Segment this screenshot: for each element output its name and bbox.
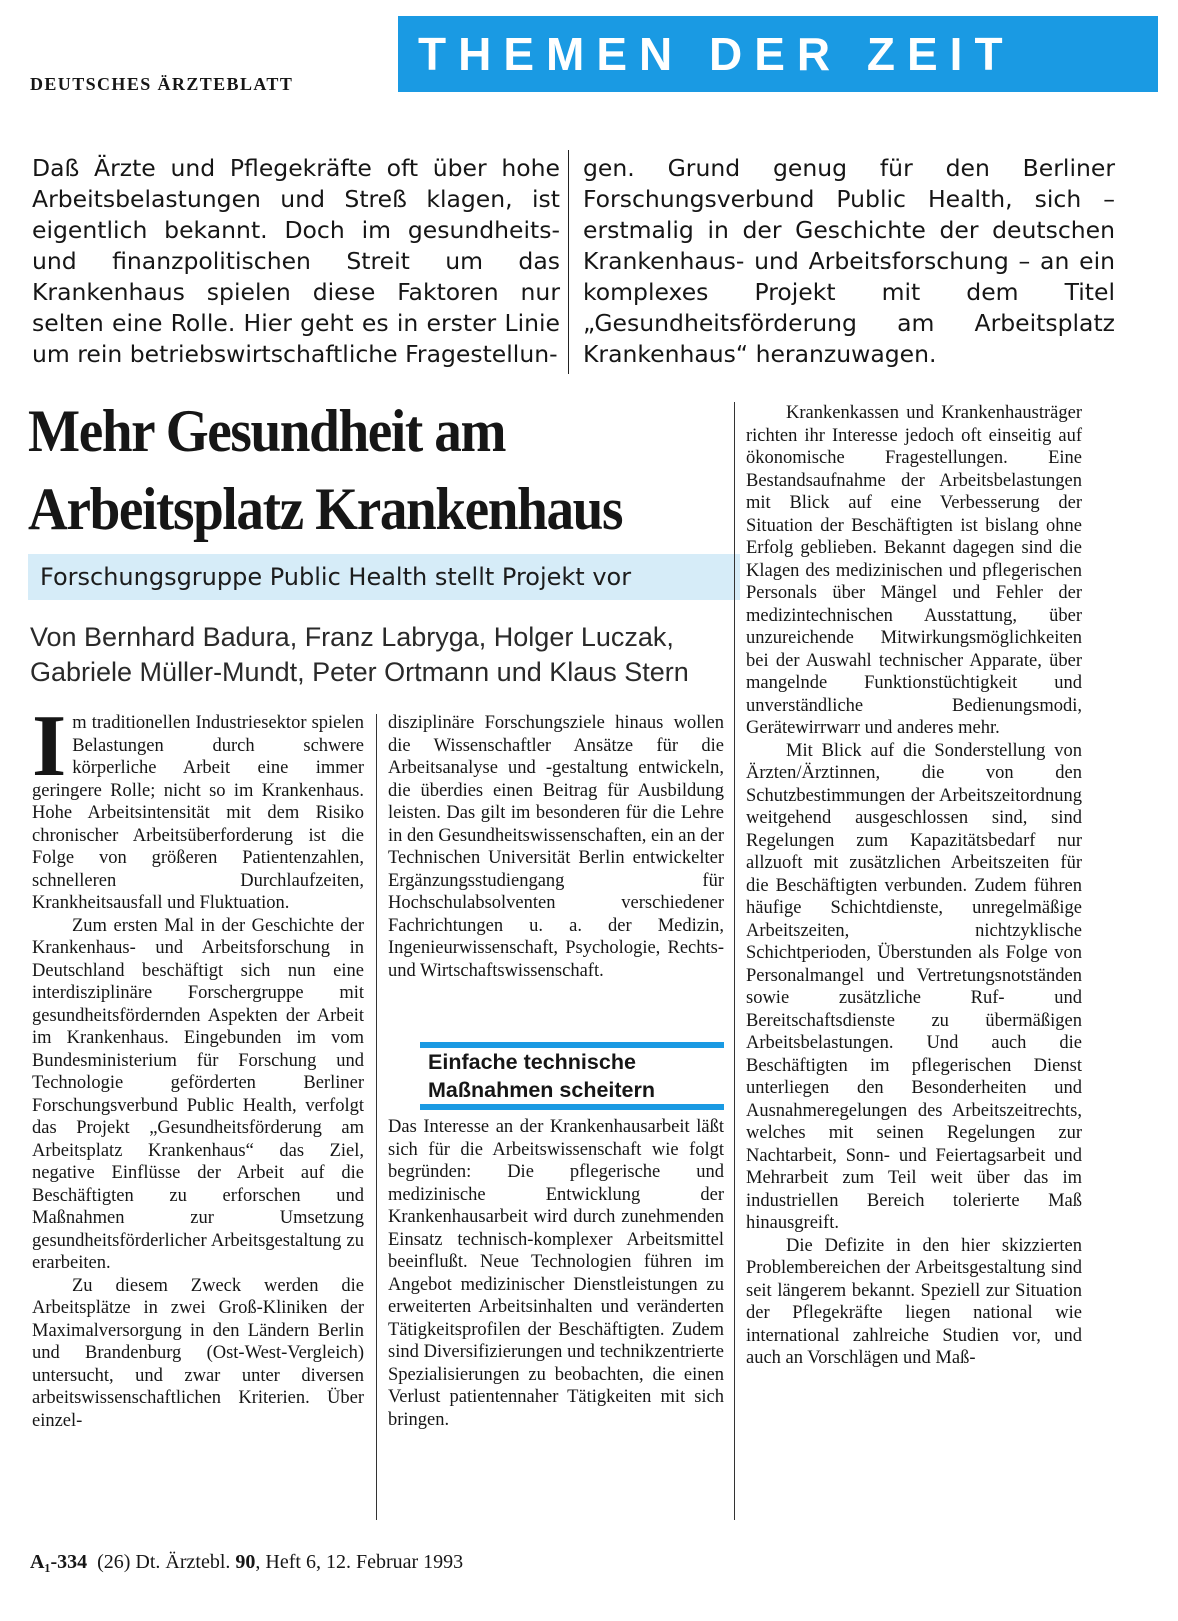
intro-right-column: gen. Grund genug für den Berliner Forschungsverbund Public Health, sich – erstmalig in der Geschichte der deutschen Krankenhaus- und Arbeitsforschung – an ein komplexes Projekt mit dem Titel „Gesundheitsförderung am Arbeitsplatz Krankenhaus“ heranzuwagen.	[583, 154, 1115, 368]
headline-line-2: Arbeitsplatz Krankenhaus	[28, 476, 623, 542]
paragraph	[32, 698, 364, 915]
paragraph: Das Interesse an der Krankenhausarbeit läßt sich für die Arbeitswissenschaft wie folgt begründen: Die pflegerische und medizinische Entwicklung der Krankenhausarbeit wird durch zunehmenden Einsatz technisch-komplexer Arbeitsmittel beeinflußt. Neue Technologien führen im Angebot medizinischer Dienstleistungen zu erweiterten Arbeitsinhalten und veränderten Tätigkeitsprofilen der Beschäftigten. Zudem sind Diversifizierungen und technikzentrierte Spezialisierungen zu beobachten, die einen Verlust patientennaher Tätigkeiten mit sich bringen.	[388, 1117, 724, 1430]
paragraph: disziplinäre Forschungsziele hinaus wollen die Wissenschaftler Ansätze für die Arbeitsanalyse und -gestaltung entwickeln, die überdies einen Beitrag für Ausbildung leisten. Das gilt im besonderen für die Lehre in den Gesundheitswissenschaften, ein an der Technischen Universität Berlin entwickelter Ergänzungsstudiengang für Hochschulabsolventen verschiedener Fachrichtungen u. a. der Medizin, Ingenieurwissenschaft, Psychologie, Rechts- und Wirtschaftswissenschaft.	[388, 713, 724, 981]
paragraph: Die Defizite in den hier skizzierten Problembereichen der Arbeitsgestaltung sind seit längerem bekannt. Speziell zur Situation der Pflegekräfte liegen national wie international zahlreiche Studien vor, und auch an Vorschlägen und Maß-	[746, 1235, 1082, 1368]
author-byline	[30, 620, 760, 690]
paragraph: Zum ersten Mal in der Geschichte der Krankenhaus- und Arbeitsforschung in Deutschland beschäftigt sich nun eine interdisziplinäre Forschergruppe mit gesundheitsfördernden Aspekten der Arbeit im Krankenhaus. Eingebunden im vom Bundesministerium für Forschung und Technologie geförderten Berliner Forschungsverbund Public Health, verfolgt das Projekt „Gesundheitsförderung am Arbeitsplatz Krankenhaus“ das Ziel, negative Einflüsse der Arbeit auf die Beschäftigten zu erforschen und Maßnahmen zur Umsetzung gesundheitsförderlicher Arbeitsgestaltung zu erarbeiten.	[32, 915, 364, 1273]
authors-line-1: Von Bernhard Badura, Franz Labryga, Holger Luczak,	[30, 622, 674, 652]
paragraph: Zu diesem Zweck werden die Arbeitsplätze in zwei Groß-Kliniken der Maximalversorgung in den Ländern Berlin und Brandenburg (Ost-West-Vergleich) untersucht, und zwar unter diversen arbeitswissenschaftlichen Kriterien. Über einzel-	[32, 1275, 364, 1431]
body-column-2-continued	[388, 1116, 724, 1431]
body-column-1	[32, 698, 364, 1432]
subheading	[428, 1048, 724, 1104]
paragraph-text: m traditionellen Industriesektor spielen Belastungen durch schwere körperliche Arbeit eine immer geringere Rolle; nicht so im Krankenhaus. Hohe Arbeitsintensität mit dem Risiko chronischer Arbeitsüberforderung ist die Folge von größeren Patientenzahlen, schnelleren Durchlaufzeiten, Krankheitsausfall und Fluktuation.	[32, 713, 364, 913]
paragraph: Mit Blick auf die Sonderstellung von Ärzten/Ärztinnen, die von den Schutzbestimmungen der Arbeitszeitordnung weitgehend ausgeschlossen sind, sind Regelungen zum Kapazitätsbedarf nur allzuoft mit zusätzlichen Arbeitszeiten für die Beschäftigten verbunden. Zudem führen häufige Schichtdienste, unregelmäßige Arbeitszeiten, nichtzyklische Schichtperioden, Überstunden als Folge von Personalmangel und Vertretungsnotständen sowie zusätzliche Ruf- und Bereitschaftsdienste zu übermäßigen Arbeitsbelastungen. Und auch die Beschäftigten im pflegerischen Dienst unterliegen den Besonderheiten und Ausnahmeregelungen des Arbeitszeitrechts, welches mit seinen Regelungen zur Nachtarbeit, Sonn- und Feiertagsarbeit und Mehrarbeit zum Teil weit über das im industriellen Bereich tolerierte Maß hinausgreift.	[746, 740, 1082, 1233]
publication-name: DEUTSCHES ÄRZTEBLATT	[30, 74, 294, 94]
subheading-line-2: Maßnahmen scheitern	[428, 1078, 655, 1102]
column-divider	[376, 714, 377, 1520]
body-column-2	[388, 712, 724, 982]
body-column-3	[746, 402, 1082, 1370]
column-divider	[734, 402, 735, 1520]
section-banner	[398, 16, 1158, 92]
drop-cap: I	[32, 698, 67, 795]
paragraph: Krankenkassen und Krankenhausträger richten ihr Interesse jedoch oft einseitig auf ökonomische Fragestellungen. Eine Bestandsaufnahme der Arbeitsbelastungen mit Blick auf eine Verbesserung der Situation der Beschäftigten ist bislang ohne Erfolg geblieben. Bekannt dagegen sind die Klagen des medizinischen und pflegerischen Personals über Mängel und Fehler der medizintechnischen Ausstattung, über unzureichende Mitwirkungsmöglichkeiten bei der Auswahl technischer Apparate, über mangelnde Funktionstüchtigkeit und unverständliche Bedienungsmodi, Gerätewirrwarr und anderes mehr.	[746, 403, 1082, 738]
issue-info: (26) Dt. Ärztebl. 90, Heft 6, 12. Februar 1993	[97, 1551, 464, 1573]
volume-number: 90	[235, 1551, 256, 1573]
page-number: A₁-334	[30, 1551, 88, 1573]
subtitle: Forschungsgruppe Public Health stellt Projekt vor	[40, 563, 632, 591]
page-footer	[30, 1551, 463, 1574]
headline-line-1: Mehr Gesundheit am	[28, 398, 506, 464]
authors-line-2: Gabriele Müller-Mundt, Peter Ortmann und Klaus Stern	[30, 657, 689, 687]
subheading-rule-bottom	[420, 1104, 724, 1110]
subheading-line-1: Einfache technische	[428, 1050, 636, 1074]
intro-left-column: Daß Ärzte und Pflegekräfte oft über hohe Arbeitsbelastungen und Streß klagen, ist eigentlich bekannt. Doch im gesundheits- und finanzpolitischen Streit um das Krankenhaus spielen diese Faktoren nur selten eine Rolle. Hier geht es in erster Linie um rein betriebswirtschaftliche Fragestellun-	[32, 154, 560, 368]
intro-divider	[568, 150, 569, 374]
headline	[28, 392, 700, 548]
section-title: THEMEN DER ZEIT	[418, 28, 1015, 80]
